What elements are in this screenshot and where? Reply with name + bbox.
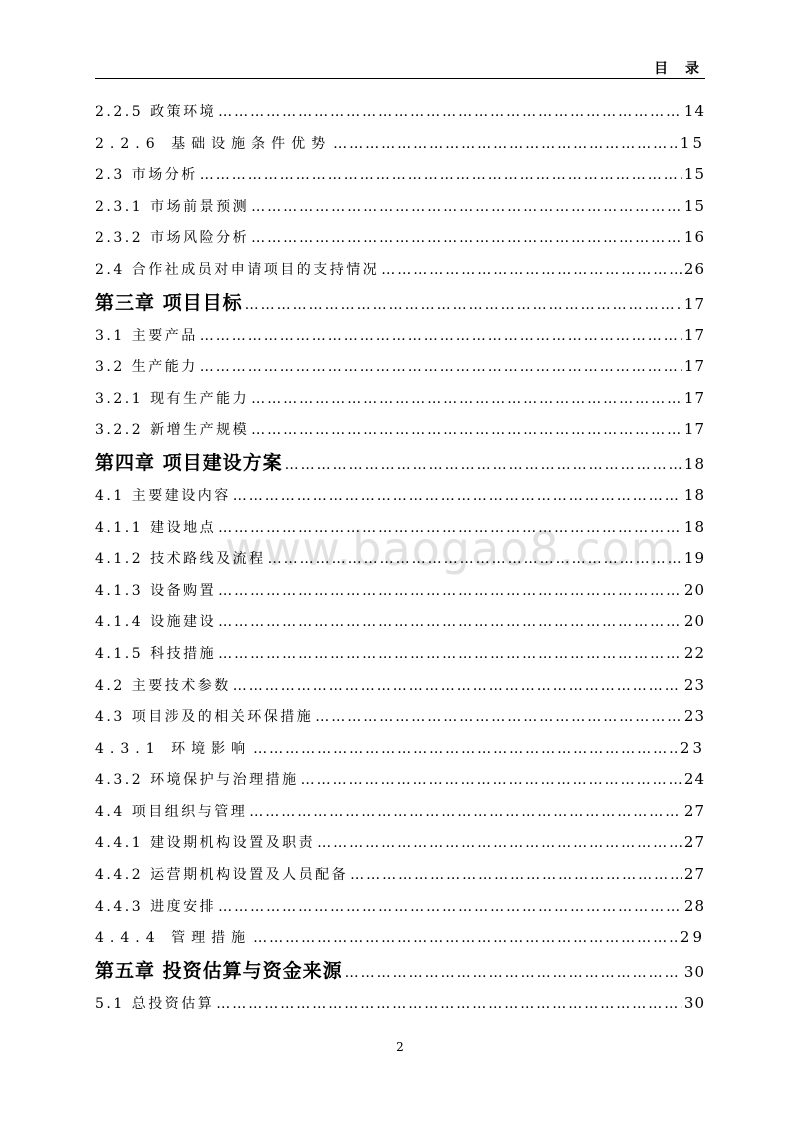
toc-entry[interactable] [95,701,705,733]
toc-dot-leader [218,576,682,608]
toc-entry-page: 14 [683,102,705,120]
toc-entry-page: 18 [683,485,705,504]
toc-entry[interactable] [95,222,705,254]
toc-dot-leader [317,828,682,860]
toc-entry-label: 2.2.6 基础设施条件优势 [95,135,332,152]
toc-entry-label: 2.2.5 政策环境 [95,104,217,120]
toc-entry-label: 第四章 项目建设方案 [95,451,283,474]
toc-entry-label: 4.4.2 运营期机构设置及人员配备 [95,867,349,884]
toc-entry[interactable] [95,638,705,670]
toc-entry-label: 4.4.3 进度安排 [95,898,217,915]
toc-entry-page: 15 [683,165,705,184]
toc-entry[interactable] [95,480,705,512]
toc-chapter-entry[interactable] [95,446,705,480]
toc-entry[interactable] [95,351,705,383]
toc-entry-label: 2.3 市场分析 [95,167,198,184]
toc-entry-label: 3.2.2 新增生产规模 [95,422,250,439]
toc-entry[interactable] [95,128,705,160]
toc-entry-page: 23 [679,738,705,757]
toc-entry-label: 3.2.1 现有生产能力 [95,390,250,407]
toc-entry-page: 16 [683,228,705,247]
toc-entry[interactable] [95,988,705,1020]
toc-dot-leader [200,321,682,353]
toc-entry-label: 第三章 项目目标 [95,291,243,314]
toc-dot-leader [216,989,682,1021]
toc-dot-leader [268,544,682,576]
toc-entry-page: 18 [683,454,705,473]
toc-dot-leader [251,192,682,224]
toc-entry-page: 15 [679,133,705,152]
toc-entry[interactable] [95,512,705,544]
toc-dot-leader [285,448,682,482]
toc-entry-label: 4.4 项目组织与管理 [95,803,248,820]
toc-entry[interactable] [95,159,705,191]
toc-dot-leader [249,797,682,829]
toc-entry[interactable] [95,254,705,286]
toc-entry-label: 4.1.2 技术路线及流程 [95,551,266,568]
toc-entry[interactable] [95,733,705,765]
toc-dot-leader [381,255,682,287]
toc-dot-leader [253,923,678,955]
toc-entry-page: 23 [683,707,705,726]
toc-entry[interactable] [95,96,705,128]
toc-entry-page: 27 [683,865,705,884]
toc-entry-page: 24 [683,770,705,789]
toc-entry-label: 2.4 合作社成员对申请项目的支持情况 [95,261,380,278]
toc-entry-page: 26 [683,259,705,278]
toc-dot-leader [350,860,682,892]
toc-entry-label: 4.1.5 科技措施 [95,645,217,662]
toc-entry-page: 18 [683,517,705,536]
toc-chapter-entry[interactable] [95,954,705,988]
toc-entry-label: 第五章 投资估算与资金来源 [95,959,343,982]
toc-entry-page: 30 [683,962,705,981]
toc-entry-label: 4.1.3 设备购置 [95,582,217,599]
toc-dot-leader [218,607,682,639]
toc-entry-page: 20 [683,580,705,599]
toc-dot-leader [333,129,678,161]
toc-entry-page: 23 [683,675,705,694]
toc-entry[interactable] [95,796,705,828]
toc-entry-label: 4.1 主要建设内容 [95,487,231,504]
toc-entry[interactable] [95,670,705,702]
toc-entry[interactable] [95,383,705,415]
toc-dot-leader [315,702,682,734]
table-of-contents [95,96,705,1019]
toc-entry-label: 2.3.2 市场风险分析 [95,230,250,247]
toc-entry-label: 4.1.1 建设地点 [95,519,217,536]
toc-dot-leader [218,892,682,924]
toc-dot-leader [245,288,682,322]
toc-entry[interactable] [95,414,705,446]
header-rule [95,78,705,79]
toc-entry[interactable] [95,859,705,891]
watermark: www.baogao8.com [225,522,677,576]
toc-dot-leader [251,384,682,416]
toc-entry-page: 17 [683,388,705,407]
toc-entry-page: 27 [683,801,705,820]
toc-dot-leader [218,513,682,545]
toc-entry-label: 4.3.1 环境影响 [95,740,252,757]
toc-entry-label: 4.3 项目涉及的相关环保措施 [95,709,314,726]
toc-entry-page: 19 [683,549,705,568]
header-title: 目 录 [654,61,705,77]
toc-dot-leader [233,671,682,703]
toc-entry-label: 4.2 主要技术参数 [95,677,231,694]
toc-entry[interactable] [95,543,705,575]
toc-dot-leader [218,639,682,671]
toc-entry-label: 5.1 总投资估算 [95,995,215,1012]
toc-entry-label: 3.1 主要产品 [95,327,198,344]
toc-entry[interactable] [95,320,705,352]
toc-entry-label: 4.3.2 环境保护与治理措施 [95,772,299,789]
toc-entry-label: 4.1.4 设施建设 [95,614,217,631]
toc-entry[interactable] [95,191,705,223]
toc-dot-leader [251,415,682,447]
toc-entry-page: 30 [683,993,705,1012]
toc-entry-page: 17 [683,357,705,376]
toc-entry-page: 28 [683,896,705,915]
toc-dot-leader [200,160,682,192]
toc-entry[interactable] [95,606,705,638]
toc-entry-label: 3.2 生产能力 [95,359,198,376]
toc-entry-page: 22 [683,643,705,662]
toc-entry-page: 17 [683,325,705,344]
toc-entry-page: 27 [683,833,705,852]
toc-entry-page: 15 [683,196,705,215]
toc-entry-label: 4.4.1 建设期机构设置及职责 [95,835,316,852]
toc-entry-page: 17 [683,294,705,313]
toc-dot-leader [200,352,682,384]
toc-chapter-entry[interactable] [95,286,705,320]
toc-dot-leader [251,223,682,255]
toc-dot-leader [253,734,678,766]
toc-entry-label: 4.4.4 管理措施 [95,930,252,947]
toc-entry[interactable] [95,891,705,923]
toc-dot-leader [345,956,682,990]
toc-entry[interactable] [95,922,705,954]
toc-dot-leader [301,765,682,797]
toc-dot-leader [233,481,682,513]
toc-dot-leader [218,97,682,129]
toc-entry-page: 17 [683,420,705,439]
page-number: 2 [396,1040,404,1054]
toc-entry[interactable] [95,764,705,796]
toc-entry-page: 20 [683,612,705,631]
toc-entry[interactable] [95,575,705,607]
toc-entry-label: 2.3.1 市场前景预测 [95,198,250,215]
toc-entry-page: 29 [679,928,705,947]
toc-entry[interactable] [95,827,705,859]
